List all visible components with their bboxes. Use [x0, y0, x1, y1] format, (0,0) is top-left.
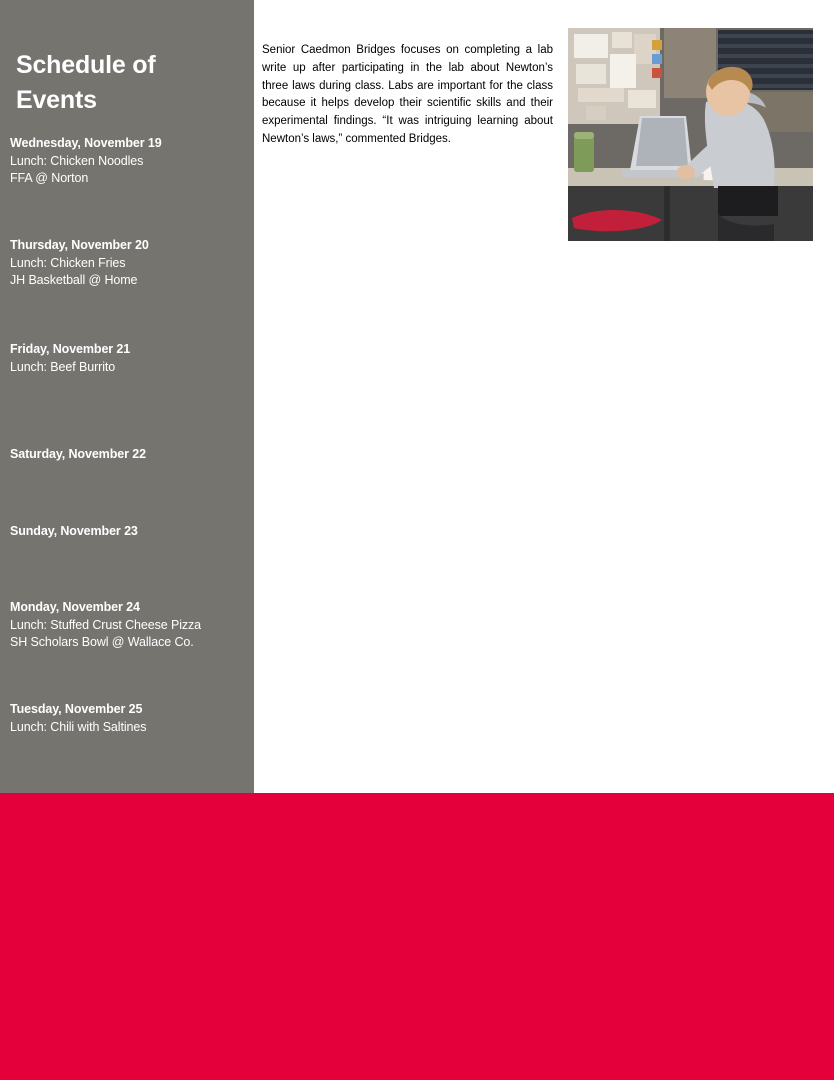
schedule-day: [10, 341, 244, 376]
footer-accent-band: [0, 793, 834, 1080]
schedule-day: [10, 237, 244, 289]
schedule-day-line: Lunch: Chicken Noodles: [10, 153, 144, 168]
schedule-day-name: Saturday, November 22: [10, 446, 146, 461]
schedule-day-name: Wednesday, November 19: [10, 136, 162, 150]
schedule-day-line: SH Scholars Bowl @ Wallace Co.: [10, 635, 194, 650]
schedule-title: Schedule of Events: [16, 51, 156, 114]
schedule-day-line: Lunch: Chicken Fries: [10, 255, 126, 270]
schedule-day-name: Thursday, November 20: [10, 237, 149, 252]
schedule-day: [10, 701, 244, 736]
schedule-day-line: Lunch: Stuffed Crust Cheese Pizza: [10, 618, 202, 633]
schedule-day-name: Friday, November 21: [10, 341, 131, 356]
schedule-day: [10, 599, 244, 651]
schedule-day: [10, 135, 244, 187]
schedule-day-line: Lunch: Beef Burrito: [10, 359, 116, 374]
schedule-day-name: Monday, November 24: [10, 600, 140, 615]
schedule-sidebar: [0, 0, 254, 793]
article-photo: [568, 28, 813, 241]
schedule-day-line: JH Basketball @ Home: [10, 272, 138, 287]
schedule-day-line: Lunch: Chili with Saltines: [10, 720, 147, 735]
schedule-day: [10, 446, 244, 463]
article-column: [262, 42, 553, 149]
schedule-day: [10, 523, 244, 540]
schedule-day-line: FFA @ Norton: [10, 170, 89, 185]
classroom-photo-illustration: [568, 28, 813, 241]
schedule-day-name: Tuesday, November 25: [10, 702, 143, 717]
schedule-day-name: Sunday, November 23: [10, 523, 138, 538]
article-body: Senior Caedmon Bridges focuses on completing a lab write up after participating in the lab about Newton’s three laws during class. Labs are important for the class because it helps develop their scientific skills and their experimental findings. “It was intriguing learning about Newton’s laws,” commented Bridges.: [262, 44, 553, 146]
